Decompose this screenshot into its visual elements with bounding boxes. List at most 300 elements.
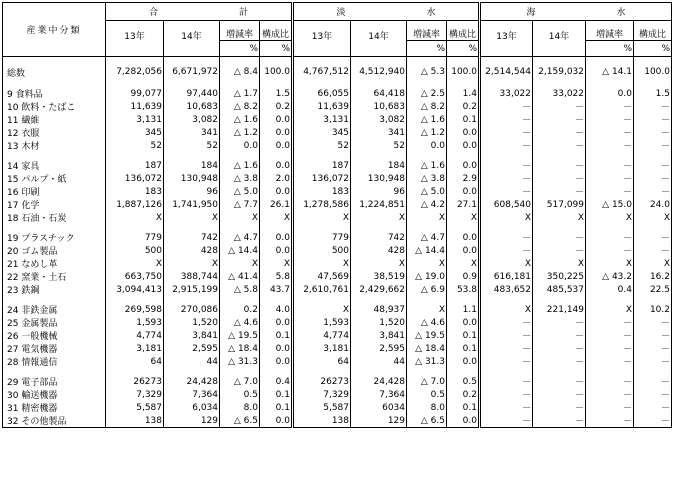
industry-label: 23 鉄鋼	[3, 283, 106, 296]
value-cell: 26273	[293, 375, 351, 388]
value-cell: 187	[293, 159, 351, 172]
value-cell: 616,181	[480, 270, 533, 283]
value-cell: △ 18.4	[407, 342, 447, 355]
industry-label: 20 ゴム製品	[3, 244, 106, 257]
value-cell: 269,598	[106, 303, 164, 316]
value-cell: X	[480, 257, 533, 270]
group-header-freshwater-right: 水	[426, 8, 436, 18]
spacer-cell	[351, 296, 407, 303]
value-cell: 0.1	[447, 329, 480, 342]
spacer-cell	[260, 368, 293, 375]
value-cell: △ 15.0	[586, 198, 634, 211]
value-cell: △ 1.6	[407, 159, 447, 172]
value-cell: －	[634, 159, 672, 172]
value-cell: 0.0	[586, 87, 634, 100]
table-row	[3, 355, 672, 368]
change-rate-unit-seawater: %	[586, 41, 634, 57]
value-cell: 0.0	[260, 316, 293, 329]
group-header-freshwater	[293, 3, 480, 21]
value-cell: －	[533, 185, 586, 198]
share-unit-seawater: %	[634, 41, 672, 57]
value-cell: 1.5	[634, 87, 672, 100]
industry-label: 24 非鉄金属	[3, 303, 106, 316]
value-cell: 341	[351, 126, 407, 139]
spacer-cell	[480, 152, 533, 159]
value-cell: 183	[106, 185, 164, 198]
value-cell: 1,741,950	[164, 198, 220, 211]
table-row	[3, 185, 672, 198]
value-cell: 24.0	[634, 198, 672, 211]
spacer-cell	[407, 368, 447, 375]
value-cell: △ 1.7	[220, 87, 260, 100]
value-cell: 2,159,032	[533, 63, 586, 81]
value-cell: 8.0	[407, 401, 447, 414]
value-cell: X	[447, 257, 480, 270]
value-cell: 5.8	[260, 270, 293, 283]
value-cell: 608,540	[480, 198, 533, 211]
value-cell: 6,671,972	[164, 63, 220, 81]
value-cell: －	[586, 100, 634, 113]
spacer-cell	[3, 368, 106, 375]
value-cell: 0.5	[447, 375, 480, 388]
industry-label: 18 石油・石炭	[3, 211, 106, 224]
value-cell: 1.4	[447, 87, 480, 100]
value-cell: △ 14.4	[407, 244, 447, 257]
value-cell: 517,099	[533, 198, 586, 211]
value-cell: 1,520	[351, 316, 407, 329]
value-cell: 99,077	[106, 87, 164, 100]
industry-label: 31 精密機器	[3, 401, 106, 414]
value-cell: △ 19.5	[220, 329, 260, 342]
value-cell: －	[533, 414, 586, 428]
value-cell: 0.4	[586, 283, 634, 296]
industry-water-usage-table	[2, 2, 672, 428]
spacer-cell	[293, 152, 351, 159]
value-cell: －	[533, 159, 586, 172]
value-cell: －	[533, 126, 586, 139]
change-rate-header-freshwater: 増減率	[407, 21, 447, 41]
value-cell: 3,131	[106, 113, 164, 126]
spacer-cell	[533, 152, 586, 159]
industry-label: 15 パルプ・紙	[3, 172, 106, 185]
value-cell: －	[480, 126, 533, 139]
value-cell: 270,086	[164, 303, 220, 316]
value-cell: △ 1.6	[220, 159, 260, 172]
value-cell: △ 6.5	[407, 414, 447, 428]
value-cell: △ 5.3	[407, 63, 447, 81]
industry-label: 12 衣服	[3, 126, 106, 139]
industry-label: 11 繊維	[3, 113, 106, 126]
value-cell: －	[533, 113, 586, 126]
value-cell: 24,428	[164, 375, 220, 388]
industry-label: 28 情報通信	[3, 355, 106, 368]
value-cell: －	[634, 100, 672, 113]
table-row	[3, 375, 672, 388]
value-cell: －	[586, 355, 634, 368]
spacer-cell	[293, 368, 351, 375]
value-cell: 500	[293, 244, 351, 257]
value-cell: 3,094,413	[106, 283, 164, 296]
value-cell: 0.1	[260, 388, 293, 401]
value-cell: 100.0	[634, 63, 672, 81]
table-row	[3, 113, 672, 126]
value-cell: 0.0	[407, 139, 447, 152]
value-cell: 428	[351, 244, 407, 257]
value-cell: －	[480, 172, 533, 185]
value-cell: －	[634, 355, 672, 368]
spacer-cell	[407, 152, 447, 159]
spacer-cell	[106, 224, 164, 231]
value-cell: 0.2	[447, 100, 480, 113]
value-cell: 0.0	[447, 126, 480, 139]
value-cell: －	[480, 355, 533, 368]
value-cell: 3,841	[164, 329, 220, 342]
row-header-label: 産業中分類	[26, 26, 82, 36]
table-row	[3, 388, 672, 401]
value-cell: －	[586, 414, 634, 428]
value-cell: 4,774	[106, 329, 164, 342]
value-cell: △ 1.2	[407, 126, 447, 139]
group-header-total	[106, 3, 293, 21]
value-cell: △ 5.0	[220, 185, 260, 198]
value-cell: 138	[106, 414, 164, 428]
value-cell: －	[586, 126, 634, 139]
spacer-cell	[293, 296, 351, 303]
value-cell: 0.1	[260, 401, 293, 414]
value-cell: 52	[293, 139, 351, 152]
value-cell: △ 31.3	[220, 355, 260, 368]
value-cell: 0.0	[260, 159, 293, 172]
spacer-cell	[586, 368, 634, 375]
value-cell: 388,744	[164, 270, 220, 283]
value-cell: 4,767,512	[293, 63, 351, 81]
value-cell: 483,652	[480, 283, 533, 296]
value-cell: 3,181	[106, 342, 164, 355]
value-cell: 47,569	[293, 270, 351, 283]
value-cell: －	[533, 231, 586, 244]
value-cell: X	[533, 211, 586, 224]
group-header-seawater-right: 水	[616, 8, 626, 18]
spacer-cell	[164, 296, 220, 303]
industry-label: 29 電子部品	[3, 375, 106, 388]
value-cell: 1,520	[164, 316, 220, 329]
value-cell: X	[164, 211, 220, 224]
value-cell: X	[164, 257, 220, 270]
value-cell: 11,639	[106, 100, 164, 113]
value-cell: 1.5	[260, 87, 293, 100]
value-cell: －	[480, 401, 533, 414]
value-cell: X	[260, 211, 293, 224]
spacer-cell	[351, 368, 407, 375]
value-cell: X	[586, 303, 634, 316]
value-cell: 129	[164, 414, 220, 428]
value-cell: 100.0	[447, 63, 480, 81]
spacer-row	[3, 152, 672, 159]
value-cell: 100.0	[260, 63, 293, 81]
table-row	[3, 414, 672, 428]
value-cell: △ 2.5	[407, 87, 447, 100]
value-cell: 53.8	[447, 283, 480, 296]
value-cell: △ 14.1	[586, 63, 634, 81]
table-row	[3, 231, 672, 244]
value-cell: 10,683	[164, 100, 220, 113]
value-cell: －	[634, 342, 672, 355]
value-cell: 3,082	[164, 113, 220, 126]
value-cell: X	[293, 257, 351, 270]
value-cell: △ 6.9	[407, 283, 447, 296]
value-cell: 742	[164, 231, 220, 244]
value-cell: △ 7.7	[220, 198, 260, 211]
spacer-row	[3, 368, 672, 375]
spacer-cell	[407, 224, 447, 231]
value-cell: 24,428	[351, 375, 407, 388]
value-cell: 38,519	[351, 270, 407, 283]
value-cell: 138	[293, 414, 351, 428]
value-cell: 6,034	[164, 401, 220, 414]
value-cell: －	[480, 113, 533, 126]
spacer-cell	[447, 296, 480, 303]
value-cell: 33,022	[480, 87, 533, 100]
value-cell: 5,587	[106, 401, 164, 414]
table-row	[3, 342, 672, 355]
value-cell: 52	[351, 139, 407, 152]
value-cell: △ 43.2	[586, 270, 634, 283]
value-cell: 0.1	[447, 113, 480, 126]
value-cell: X	[586, 211, 634, 224]
spacer-cell	[634, 224, 672, 231]
value-cell: 0.2	[260, 100, 293, 113]
industry-label: 16 印刷	[3, 185, 106, 198]
value-cell: －	[634, 126, 672, 139]
value-cell: 43.7	[260, 283, 293, 296]
spacer-cell	[3, 152, 106, 159]
value-cell: 0.0	[447, 159, 480, 172]
spacer-row	[3, 296, 672, 303]
value-cell: 1,887,126	[106, 198, 164, 211]
value-cell: 10.2	[634, 303, 672, 316]
value-cell: 183	[293, 185, 351, 198]
year13-header-seawater: 13年	[480, 21, 533, 57]
share-header-total: 構成比	[260, 21, 293, 41]
value-cell: －	[533, 172, 586, 185]
value-cell: △ 4.7	[407, 231, 447, 244]
table-row	[3, 257, 672, 270]
spacer-cell	[586, 296, 634, 303]
value-cell: －	[480, 244, 533, 257]
value-cell: 0.4	[260, 375, 293, 388]
value-cell: －	[480, 316, 533, 329]
spacer-cell	[260, 296, 293, 303]
value-cell: X	[407, 303, 447, 316]
value-cell: 2.0	[260, 172, 293, 185]
value-cell: 0.5	[220, 388, 260, 401]
share-unit-total: %	[260, 41, 293, 57]
value-cell: －	[634, 316, 672, 329]
value-cell: △ 4.2	[407, 198, 447, 211]
value-cell: 184	[164, 159, 220, 172]
table-row	[3, 316, 672, 329]
value-cell: －	[533, 139, 586, 152]
value-cell: △ 19.5	[407, 329, 447, 342]
year14-header-seawater: 14年	[533, 21, 586, 57]
value-cell: 0.0	[260, 355, 293, 368]
value-cell: －	[634, 329, 672, 342]
value-cell: △ 7.0	[407, 375, 447, 388]
spacer-cell	[260, 152, 293, 159]
spacer-cell	[586, 224, 634, 231]
value-cell: X	[480, 211, 533, 224]
spacer-cell	[164, 368, 220, 375]
value-cell: 26.1	[260, 198, 293, 211]
share-unit-freshwater: %	[447, 41, 480, 57]
spacer-cell	[533, 368, 586, 375]
value-cell: 130,948	[164, 172, 220, 185]
value-cell: －	[634, 401, 672, 414]
spacer-cell	[586, 152, 634, 159]
value-cell: 44	[351, 355, 407, 368]
value-cell: 8.0	[220, 401, 260, 414]
value-cell: 485,537	[533, 283, 586, 296]
value-cell: 22.5	[634, 283, 672, 296]
value-cell: 2,610,761	[293, 283, 351, 296]
value-cell: 129	[351, 414, 407, 428]
value-cell: X	[106, 211, 164, 224]
value-cell: △ 6.5	[220, 414, 260, 428]
value-cell: 3,082	[351, 113, 407, 126]
value-cell: X	[106, 257, 164, 270]
spacer-cell	[447, 152, 480, 159]
value-cell: X	[260, 257, 293, 270]
spacer-cell	[106, 368, 164, 375]
value-cell: 7,329	[293, 388, 351, 401]
value-cell: 0.0	[447, 231, 480, 244]
value-cell: 500	[106, 244, 164, 257]
row-header-cell	[3, 3, 106, 57]
value-cell: 0.5	[407, 388, 447, 401]
table-row	[3, 283, 672, 296]
spacer-row	[3, 224, 672, 231]
value-cell: 184	[351, 159, 407, 172]
spacer-cell	[447, 224, 480, 231]
value-cell: X	[351, 257, 407, 270]
spacer-cell	[634, 152, 672, 159]
table-row	[3, 172, 672, 185]
value-cell: 7,364	[164, 388, 220, 401]
value-cell: －	[480, 139, 533, 152]
value-cell: 350,225	[533, 270, 586, 283]
value-cell: 3,181	[293, 342, 351, 355]
value-cell: －	[586, 388, 634, 401]
value-cell: 96	[351, 185, 407, 198]
value-cell: －	[533, 316, 586, 329]
value-cell: 44	[164, 355, 220, 368]
value-cell: 130,948	[351, 172, 407, 185]
spacer-cell	[3, 296, 106, 303]
value-cell: 52	[164, 139, 220, 152]
value-cell: －	[533, 329, 586, 342]
value-cell: 1,224,851	[351, 198, 407, 211]
value-cell: 33,022	[533, 87, 586, 100]
value-cell: X	[293, 303, 351, 316]
value-cell: －	[480, 159, 533, 172]
group-header-freshwater-left: 淡	[336, 8, 346, 18]
value-cell: －	[533, 100, 586, 113]
spacer-cell	[164, 224, 220, 231]
value-cell: －	[586, 316, 634, 329]
value-cell: 0.0	[447, 139, 480, 152]
table-row	[3, 401, 672, 414]
value-cell: 0.0	[260, 139, 293, 152]
spacer-cell	[634, 368, 672, 375]
value-cell: 345	[106, 126, 164, 139]
value-cell: 0.1	[447, 342, 480, 355]
value-cell: －	[634, 244, 672, 257]
value-cell: －	[533, 401, 586, 414]
value-cell: 96	[164, 185, 220, 198]
value-cell: △ 31.3	[407, 355, 447, 368]
spacer-cell	[220, 224, 260, 231]
value-cell: 7,329	[106, 388, 164, 401]
value-cell: －	[634, 231, 672, 244]
value-cell: －	[533, 355, 586, 368]
group-header-total-left: 合	[148, 8, 158, 18]
spacer-cell	[480, 224, 533, 231]
spacer-cell	[106, 152, 164, 159]
value-cell: △ 1.6	[407, 113, 447, 126]
value-cell: 6034	[351, 401, 407, 414]
value-cell: 66,055	[293, 87, 351, 100]
value-cell: －	[634, 375, 672, 388]
value-cell: 0.0	[447, 316, 480, 329]
value-cell: 64,418	[351, 87, 407, 100]
value-cell: －	[634, 139, 672, 152]
value-cell: 779	[293, 231, 351, 244]
value-cell: 0.1	[260, 329, 293, 342]
value-cell: X	[407, 211, 447, 224]
value-cell: 0.1	[447, 401, 480, 414]
change-rate-header-seawater: 増減率	[586, 21, 634, 41]
value-cell: －	[586, 113, 634, 126]
value-cell: 1,593	[293, 316, 351, 329]
value-cell: 2,595	[164, 342, 220, 355]
table-row	[3, 100, 672, 113]
value-cell: －	[480, 342, 533, 355]
value-cell: X	[351, 211, 407, 224]
value-cell: 0.0	[260, 342, 293, 355]
value-cell: 0.0	[260, 414, 293, 428]
spacer-cell	[106, 296, 164, 303]
value-cell: 1.1	[447, 303, 480, 316]
spacer-cell	[533, 296, 586, 303]
value-cell: －	[586, 185, 634, 198]
spacer-cell	[634, 296, 672, 303]
industry-label: 21 なめし革	[3, 257, 106, 270]
value-cell: 2,915,199	[164, 283, 220, 296]
share-header-seawater: 構成比	[634, 21, 672, 41]
value-cell: △ 14.4	[220, 244, 260, 257]
value-cell: －	[533, 388, 586, 401]
value-cell: 16.2	[634, 270, 672, 283]
spacer-cell	[407, 296, 447, 303]
spacer-cell	[220, 368, 260, 375]
value-cell: 0.9	[447, 270, 480, 283]
spacer-cell	[220, 152, 260, 159]
value-cell: －	[480, 185, 533, 198]
value-cell: －	[586, 172, 634, 185]
value-cell: 4.0	[260, 303, 293, 316]
table-row	[3, 87, 672, 100]
value-cell: 0.0	[220, 139, 260, 152]
